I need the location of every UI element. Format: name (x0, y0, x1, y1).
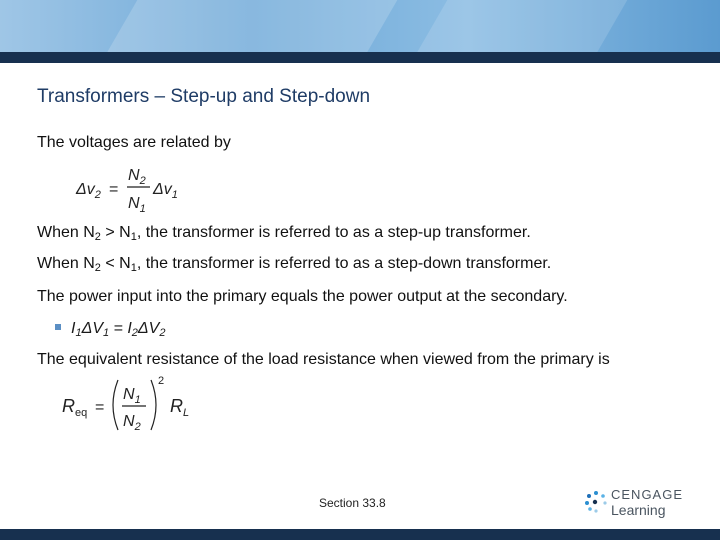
req-lhs-sub: eq (75, 407, 88, 419)
left-paren (113, 380, 118, 430)
svg-text:RL (170, 396, 189, 419)
right-paren (151, 380, 156, 430)
eq-rhs-sub: 1 (171, 189, 178, 201)
equivalent-resistance-equation (60, 372, 200, 434)
eq-denominator: N (128, 195, 140, 212)
eq-denominator-sub: 1 (139, 203, 146, 215)
section-footer: Section 33.8 (319, 496, 386, 510)
logo-wordmark: CENGAGE (611, 487, 684, 502)
req-power: 2 (158, 375, 165, 387)
cengage-logo-icon (584, 490, 608, 514)
svg-text:N2 (123, 413, 141, 433)
req-rhs-sub: L (183, 407, 190, 419)
eq-lhs: Δv (76, 181, 95, 198)
power-text: The power input into the primary equals the power output at the secondary. (37, 288, 568, 305)
svg-text:N1 (123, 386, 141, 406)
power-equation-bullet: $I_1\Delta V_1 = I_2\Delta V_2$ (55, 320, 165, 339)
req-rhs: R (170, 396, 183, 416)
req-numerator-sub: 1 (134, 394, 141, 406)
banner-highlight (395, 0, 644, 52)
stepup-text: When $N_2 > N_1$, the transformer is referred to as a step-up transformer. (37, 224, 531, 243)
stepdown-text: When $N_2 < N_1$, the transformer is referred to as a step-down transformer. (37, 255, 552, 274)
req-equals: = (95, 399, 105, 416)
bullet-square-icon (55, 324, 61, 330)
cengage-logo (584, 484, 694, 520)
header-bar (0, 52, 720, 63)
req-lhs: R (62, 396, 75, 416)
slide-title: Transformers – Step-up and Step-down (37, 86, 371, 107)
req-denominator-sub: 2 (134, 421, 141, 433)
eq-numerator-sub: 2 (139, 175, 146, 187)
svg-text:Δv1 (152, 181, 178, 201)
eq-lhs-sub: 2 (94, 189, 101, 201)
banner-highlight (85, 0, 414, 52)
svg-text:Req (62, 396, 87, 419)
eq-rhs: Δv (153, 181, 172, 198)
intro-text: The voltages are related by (37, 134, 231, 151)
voltage-ratio-equation (74, 164, 204, 216)
svg-text:Δv2 (75, 181, 101, 201)
req-denominator: N (123, 413, 135, 430)
logo-subwordmark: Learning (611, 502, 666, 518)
eq-numerator: N (128, 167, 140, 184)
header-banner (0, 0, 720, 52)
svg-text:N2 (128, 167, 146, 187)
footer-bar (0, 529, 720, 540)
req-numerator: N (123, 386, 135, 403)
eq-equals: = (109, 181, 119, 198)
svg-text:N1 (128, 195, 146, 215)
resistance-text: The equivalent resistance of the load resistance when viewed from the primary is (37, 351, 610, 368)
